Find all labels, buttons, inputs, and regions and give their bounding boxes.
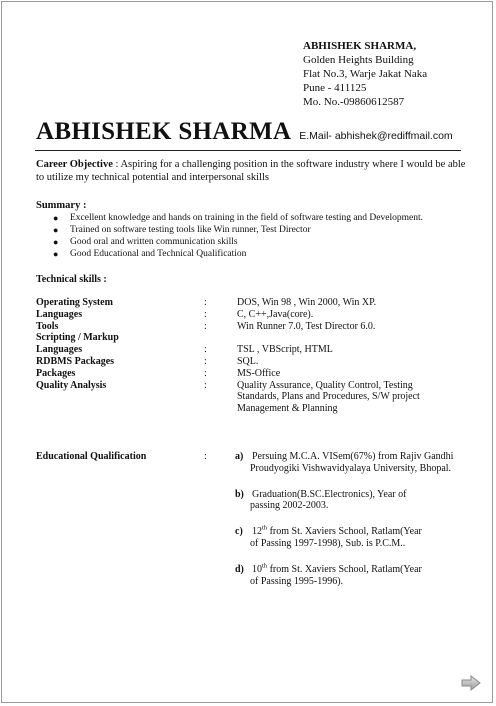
education-line-1 — [235, 526, 467, 538]
skill-value: C, C++,Java(core). — [237, 308, 314, 320]
education-line-1: Persuing M.C.A. VISem(67%) from Rajiv Gandhi — [252, 451, 454, 462]
education-line-1-rest: from St. Xaviers School, Ratlam(Year — [267, 563, 422, 575]
bullet-icon: ● — [53, 225, 59, 235]
objective-separator: : — [112, 159, 121, 170]
skill-colon: : — [204, 379, 207, 391]
technical-skills-table — [36, 297, 466, 415]
resume-page — [1, 1, 493, 703]
education-marker: d) — [235, 563, 244, 575]
education-line-2: of Passing 1995-1996). — [250, 575, 344, 587]
skill-row — [36, 332, 466, 344]
address-line-city: Pune - 411125 — [303, 82, 367, 94]
bullet-icon: ● — [53, 237, 59, 247]
list-item — [36, 212, 466, 224]
skill-value: Quality Assurance, Quality Control, Testing Standards, Plans and Procedures, S/W project Management & Planning — [237, 379, 420, 415]
technical-skills-heading: Technical skills : — [36, 274, 107, 285]
skill-colon: : — [204, 308, 207, 320]
right-arrow-icon[interactable] — [460, 674, 482, 692]
education-line-2: of Passing 1997-1998), Sub. is P.C.M.. — [250, 537, 406, 549]
address-line-building: Golden Heights Building — [303, 54, 414, 66]
right-arrow-icon-graphic — [460, 674, 482, 692]
education-list — [235, 451, 467, 601]
skill-label: Scripting / Markup — [36, 332, 119, 344]
bullet-icon: ● — [53, 249, 59, 259]
summary-item-text: Good oral and written communication skills — [70, 237, 238, 247]
skill-value: SQL. — [237, 355, 259, 367]
list-item — [235, 526, 467, 550]
list-item — [36, 224, 466, 236]
name-header — [36, 118, 453, 146]
skill-row — [36, 368, 466, 380]
candidate-name: ABHISHEK SHARMA — [36, 118, 292, 145]
education-colon: : — [204, 451, 207, 462]
skill-row — [36, 309, 466, 321]
ordinal-suffix: th — [262, 562, 268, 570]
education-marker: a) — [235, 451, 244, 462]
skill-label: Packages — [36, 367, 76, 379]
list-item — [235, 489, 467, 513]
skill-label: Languages — [36, 308, 83, 320]
address-line-flat: Flat No.3, Warje Jakat Naka — [303, 68, 428, 80]
ordinal-suffix: th — [262, 524, 268, 532]
list-item — [235, 451, 467, 475]
skill-row — [36, 321, 466, 333]
skill-colon: : — [204, 320, 207, 332]
education-label: Educational Qualification — [36, 451, 147, 462]
list-item — [36, 236, 466, 248]
contact-address-block — [303, 39, 427, 109]
skill-label: Tools — [36, 320, 59, 332]
skill-colon: : — [204, 355, 207, 367]
education-line-1-rest: from St. Xaviers School, Ratlam(Year — [267, 526, 422, 538]
education-line-2: passing 2002-2003. — [250, 500, 329, 512]
skill-label: RDBMS Packages — [36, 355, 115, 367]
career-objective — [36, 158, 466, 184]
summary-heading: Summary : — [36, 200, 87, 211]
class-number: 12 — [252, 526, 262, 538]
education-line-1: Graduation(B.SC.Electronics), Year of — [252, 488, 407, 500]
list-item — [36, 248, 466, 260]
list-item — [235, 564, 467, 588]
address-line-mobile: Mo. No.-09860612587 — [303, 96, 405, 108]
objective-text: Aspiring for a challenging position in the software industry where I would be able to utilize my technical potential and interpersonal skills — [36, 159, 466, 183]
education-marker: c) — [235, 526, 243, 538]
skill-label: Quality Analysis — [36, 379, 107, 391]
header-divider — [35, 150, 461, 151]
skill-colon: : — [204, 367, 207, 379]
summary-item-text: Trained on software testing tools like Win runner, Test Director — [70, 225, 311, 235]
skill-row — [36, 344, 466, 356]
address-name: ABHISHEK SHARMA, — [303, 40, 417, 52]
objective-label: Career Objective — [36, 159, 113, 170]
class-number: 10 — [252, 563, 262, 575]
bullet-icon: ● — [53, 213, 59, 223]
skill-value: DOS, Win 98 , Win 2000, Win XP. — [237, 297, 377, 308]
summary-item-text: Good Educational and Technical Qualification — [70, 249, 247, 259]
skill-row — [36, 379, 466, 415]
skill-value: MS-Office — [237, 367, 281, 379]
skill-colon: : — [204, 344, 207, 356]
skill-label: Languages — [36, 344, 83, 356]
summary-list — [36, 212, 466, 260]
skill-label: Operating System — [36, 297, 113, 308]
summary-item-text: Excellent knowledge and hands on training in the field of software testing and Development. — [70, 213, 423, 223]
education-marker: b) — [235, 488, 244, 500]
skill-row — [36, 356, 466, 368]
education-line-1 — [235, 564, 467, 576]
skill-row — [36, 297, 466, 309]
skill-value: TSL , VBScript, HTML — [237, 344, 333, 356]
education-line-2: Proudyogiki Vishwavidyalaya University, Bhopal. — [250, 462, 452, 474]
skill-value: Win Runner 7.0, Test Director 6.0. — [237, 320, 376, 332]
skill-colon: : — [204, 297, 207, 308]
email-text: E.Mail- abhishek@rediffmail.com — [299, 130, 453, 142]
